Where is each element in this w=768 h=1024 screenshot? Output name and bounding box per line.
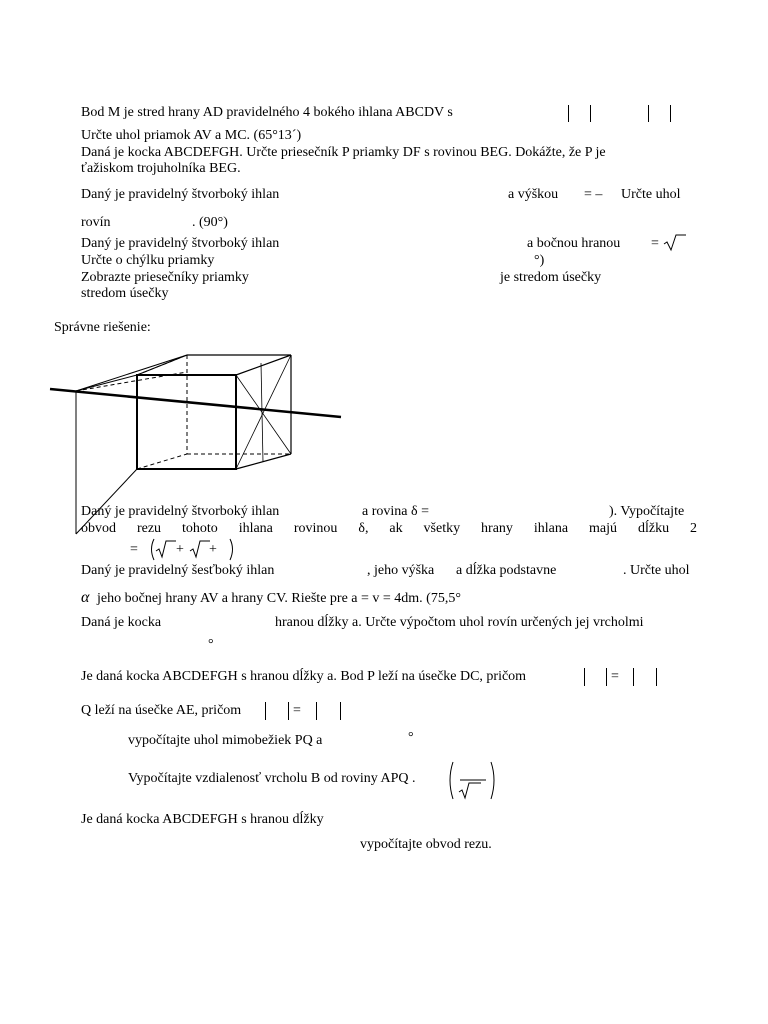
abs-bar	[265, 702, 266, 720]
p9-eq2: =	[293, 703, 301, 718]
p9-sub2: Vypočítajte vzdialenosť vrcholu B od roviny APQ .	[128, 771, 416, 786]
p7-text-d: . Určte uhol	[623, 563, 690, 578]
p3-text-d: Určte uhol	[621, 187, 681, 202]
p7-text-a: Daný je pravidelný šesťboký ihlan	[81, 563, 275, 578]
p6-word: ihlana	[238, 521, 273, 536]
p8-text-a: Daná je kocka	[81, 615, 162, 630]
p3-line2-a: rovín	[81, 215, 111, 230]
p6-word: δ,	[358, 521, 369, 536]
p5-text-b: je stredom úsečky	[500, 270, 602, 285]
p6-line3-plus: +	[176, 542, 184, 557]
p6-word: tohoto	[181, 521, 218, 536]
p4-text-a: Daný je pravidelný štvorboký ihlan	[81, 236, 280, 251]
p6-word: 2	[690, 521, 698, 536]
p5-text-a: Zobrazte priesečníky priamky	[81, 270, 249, 285]
p9-line2: Q leží na úsečke AE, pričom	[81, 703, 242, 718]
p8-text-b: hranou dĺžky a. Určte výpočtom uhol rovín určených jej vrcholmi	[275, 615, 644, 630]
p9-eq1: =	[611, 669, 619, 684]
p6-word: ihlana	[533, 521, 569, 536]
p6-line1-c: ). Vypočítajte	[609, 504, 685, 519]
p2-line1: Daná je kocka ABCDEFGH. Určte priesečník P priamky DF s rovinou BEG. Dokážte, že P je	[81, 145, 606, 160]
p2-line2: ťažiskom trojuholníka BEG.	[81, 161, 241, 176]
solution-label: Správne riešenie:	[54, 320, 151, 335]
p3-text-c: = –	[584, 187, 603, 202]
p7-text-c: a dĺžka podstavne	[456, 563, 557, 578]
abs-bar	[633, 668, 634, 686]
abs-bar	[606, 668, 607, 686]
p7-text-b: , jeho výška	[367, 563, 435, 578]
p6-word: hrany	[481, 521, 513, 536]
p6-formula	[148, 537, 238, 563]
p6-line1-b: a rovina δ =	[362, 504, 429, 519]
p4-text-c: =	[651, 236, 659, 251]
p6-line3-plus: +	[209, 542, 217, 557]
p4-text-b: a bočnou hranou	[527, 236, 621, 251]
p4-line2-a: Určte o chýlku priamky	[81, 253, 215, 268]
abs-bar	[340, 702, 341, 720]
p1-line1: Bod M je stred hrany AD pravidelného 4 bokého ihlana ABCDV s	[81, 105, 453, 120]
abs-bar	[584, 668, 585, 686]
alpha-symbol: α	[81, 589, 90, 606]
abs-bar	[656, 668, 657, 686]
p6-line3-equals: =	[130, 542, 138, 557]
p1-line2: Určte uhol priamok AV a MC. (65°13´)	[81, 128, 302, 143]
abs-bar	[288, 702, 289, 720]
p7-line2: jeho bočnej hrany AV a hrany CV. Riešte pre a = v = 4dm. (75,5°	[97, 591, 461, 606]
p10-line1: Je daná kocka ABCDEFGH s hranou dĺžky	[81, 812, 324, 827]
p6-word: rovinou	[293, 521, 338, 536]
p4-line2-b: °)	[534, 253, 545, 268]
p5-line2: stredom úsečky	[81, 286, 169, 301]
p9-fraction-formula	[448, 760, 498, 802]
p10-line2: vypočítajte obvod rezu.	[360, 837, 492, 852]
p9-line1: Je daná kocka ABCDEFGH s hranou dĺžky a. Bod P leží na úsečke DC, pričom	[81, 669, 527, 684]
p6-word: všetky	[423, 521, 461, 536]
p6-word: obvod	[81, 521, 116, 536]
p6-word: majú	[589, 521, 618, 536]
p3-line2-b: . (90°)	[192, 215, 228, 230]
p9-sub1: vypočítajte uhol mimobežiek PQ a	[128, 733, 323, 748]
p6-word: dĺžku	[637, 521, 670, 536]
p8-degree: °	[208, 637, 214, 652]
p3-text-a: Daný je pravidelný štvorboký ihlan	[81, 187, 280, 202]
abs-bar	[316, 702, 317, 720]
p6-line1-a: Daný je pravidelný štvorboký ihlan	[81, 504, 280, 519]
p6-word: rezu	[136, 521, 162, 536]
p6-line2	[81, 521, 697, 537]
p6-word: ak	[389, 521, 403, 536]
p3-text-b: a výškou	[508, 187, 559, 202]
p9-sub1-degree: °	[408, 730, 414, 745]
